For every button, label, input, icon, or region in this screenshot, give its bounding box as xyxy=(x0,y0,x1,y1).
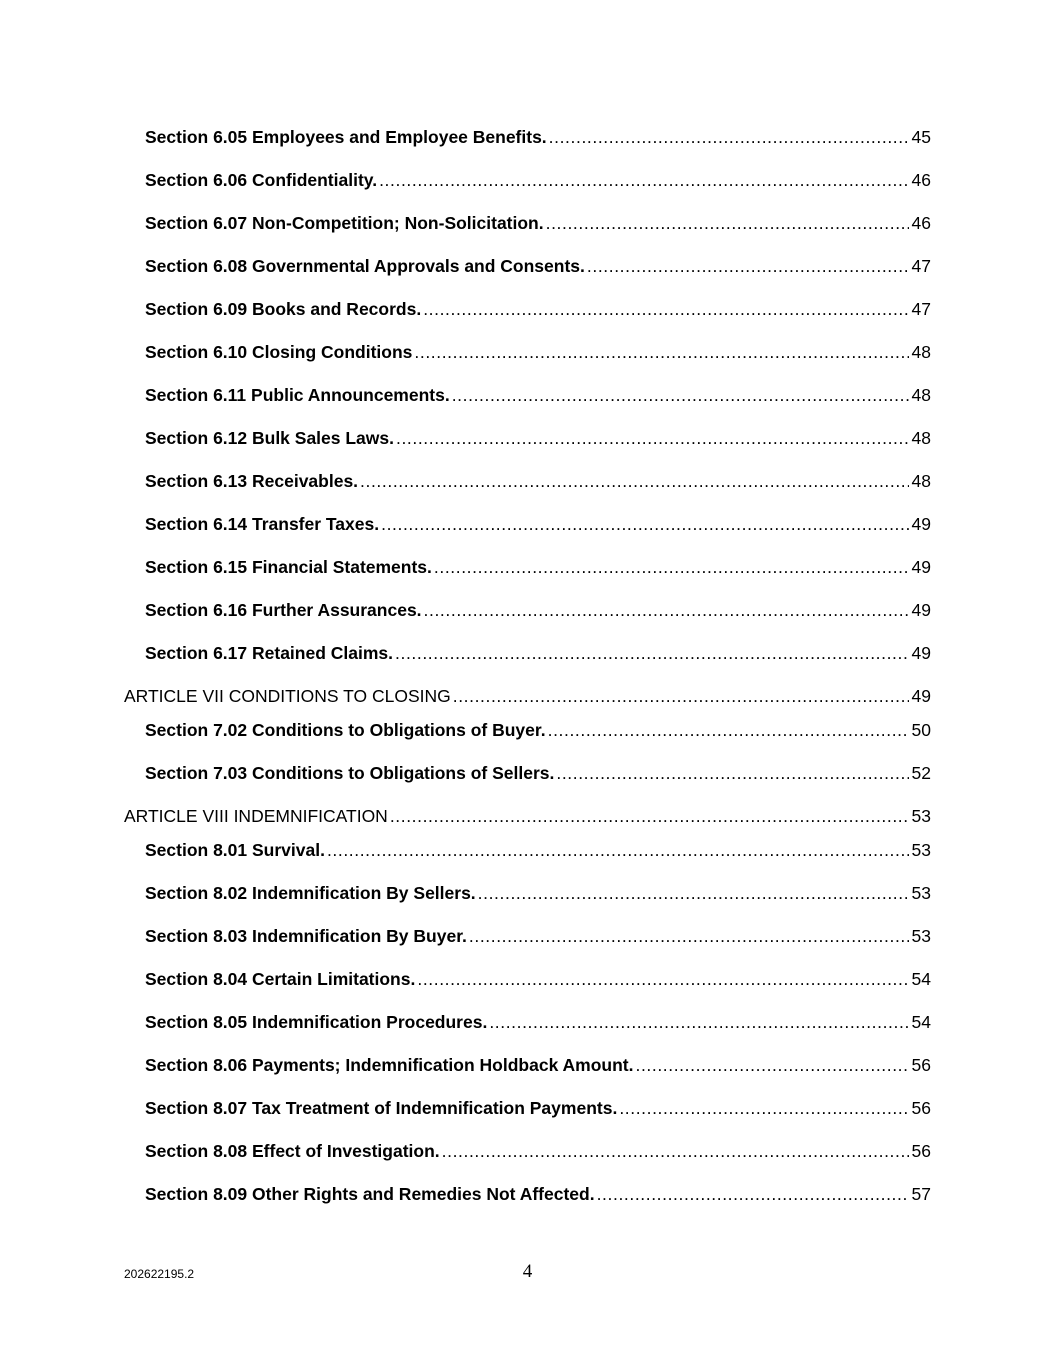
dot-leader xyxy=(452,384,909,406)
toc-entry-page: 47 xyxy=(911,299,931,319)
toc-entry[interactable] xyxy=(145,513,931,535)
toc-entry-title: Section 8.08 Effect of Investigation. xyxy=(145,1141,440,1161)
toc-entry-title: Section 6.07 Non-Competition; Non-Solicitation. xyxy=(145,213,544,233)
toc-entry[interactable] xyxy=(145,298,931,320)
toc-entry-title: Section 7.02 Conditions to Obligations of Buyer. xyxy=(145,720,546,740)
toc-entry-title: Section 6.09 Books and Records. xyxy=(145,299,422,319)
dot-leader xyxy=(478,882,909,904)
toc-entry-page: 57 xyxy=(911,1184,931,1204)
toc-entry-title: Section 8.09 Other Rights and Remedies Not Affected. xyxy=(145,1184,595,1204)
dot-leader xyxy=(423,298,908,320)
toc-entry-page: 53 xyxy=(911,883,931,903)
dot-leader xyxy=(442,1140,909,1162)
toc-entry[interactable] xyxy=(145,882,931,904)
dot-leader xyxy=(395,642,909,664)
dot-leader xyxy=(489,1011,908,1033)
dot-leader xyxy=(424,599,909,621)
toc-entry-page: 48 xyxy=(911,428,931,448)
toc-entry-title: Section 6.05 Employees and Employee Benefits. xyxy=(145,127,547,147)
dot-leader xyxy=(549,126,909,148)
dot-leader xyxy=(381,513,908,535)
dot-leader xyxy=(635,1054,908,1076)
dot-leader xyxy=(417,968,908,990)
toc-entry-page: 53 xyxy=(911,840,931,860)
toc-entry-title: Section 8.07 Tax Treatment of Indemnification Payments. xyxy=(145,1098,618,1118)
toc-entry[interactable] xyxy=(145,925,931,947)
toc-entry[interactable] xyxy=(145,642,931,664)
toc-entry-page: 54 xyxy=(911,969,931,989)
toc-entry-page: 48 xyxy=(911,385,931,405)
dot-leader xyxy=(453,685,909,707)
dot-leader xyxy=(597,1183,909,1205)
toc-entry[interactable] xyxy=(145,1054,931,1076)
toc-entry-page: 45 xyxy=(911,127,931,147)
toc-entry-page: 46 xyxy=(911,213,931,233)
toc-entry-title: Section 6.14 Transfer Taxes. xyxy=(145,514,380,534)
dot-leader xyxy=(390,805,909,827)
dot-leader xyxy=(548,719,909,741)
toc-entry-page: 52 xyxy=(911,763,931,783)
toc-entry[interactable] xyxy=(145,255,931,277)
toc-entry-title: Section 6.13 Receivables. xyxy=(145,471,359,491)
dot-leader xyxy=(414,341,908,363)
toc-entry-title: Section 8.05 Indemnification Procedures. xyxy=(145,1012,488,1032)
toc-article-entry[interactable] xyxy=(124,805,931,827)
dot-leader xyxy=(469,925,909,947)
toc-entry[interactable] xyxy=(145,839,931,861)
toc-entry-title: Section 8.06 Payments; Indemnification Holdback Amount. xyxy=(145,1055,634,1075)
toc-entry[interactable] xyxy=(145,1183,931,1205)
dot-leader xyxy=(396,427,909,449)
toc-entry[interactable] xyxy=(145,599,931,621)
toc-entry-page: 49 xyxy=(911,514,931,534)
dot-leader xyxy=(619,1097,908,1119)
toc-entry-title: Section 6.10 Closing Conditions xyxy=(145,342,413,362)
toc-entry[interactable] xyxy=(145,1140,931,1162)
toc-entry-page: 46 xyxy=(911,170,931,190)
toc-entry-title: Section 6.15 Financial Statements. xyxy=(145,557,432,577)
toc-entry[interactable] xyxy=(145,1011,931,1033)
dot-leader xyxy=(327,839,909,861)
toc-entry-title: ARTICLE VII CONDITIONS TO CLOSING xyxy=(124,686,451,706)
toc-entry[interactable] xyxy=(145,212,931,234)
toc-entry-page: 48 xyxy=(911,471,931,491)
toc-entry-page: 53 xyxy=(911,806,931,826)
toc-entry-title: Section 6.17 Retained Claims. xyxy=(145,643,394,663)
toc-entry-title: Section 6.06 Confidentiality. xyxy=(145,170,378,190)
toc-entry[interactable] xyxy=(145,719,931,741)
toc-entry-title: Section 6.11 Public Announcements. xyxy=(145,385,450,405)
toc-entry-page: 56 xyxy=(911,1055,931,1075)
toc-entry-page: 47 xyxy=(911,256,931,276)
toc-entry-title: Section 7.03 Conditions to Obligations of Sellers. xyxy=(145,763,555,783)
dot-leader xyxy=(546,212,909,234)
toc-entry[interactable] xyxy=(145,384,931,406)
page-number: 4 xyxy=(522,1261,533,1282)
toc-entry[interactable] xyxy=(145,968,931,990)
toc-entry-page: 49 xyxy=(911,557,931,577)
toc-entry-title: Section 8.04 Certain Limitations. xyxy=(145,969,416,989)
toc-entry[interactable] xyxy=(145,762,931,784)
toc-entry-page: 49 xyxy=(911,600,931,620)
toc-entry-title: Section 6.16 Further Assurances. xyxy=(145,600,422,620)
toc-entry[interactable] xyxy=(145,126,931,148)
toc-entry-page: 49 xyxy=(911,643,931,663)
toc-entry-title: Section 6.12 Bulk Sales Laws. xyxy=(145,428,394,448)
toc-entry-title: ARTICLE VIII INDEMNIFICATION xyxy=(124,806,388,826)
toc-entry-title: Section 8.02 Indemnification By Sellers. xyxy=(145,883,476,903)
toc-entry[interactable] xyxy=(145,427,931,449)
toc-entry-page: 56 xyxy=(911,1141,931,1161)
toc-article-entry[interactable] xyxy=(124,685,931,707)
toc-entry[interactable] xyxy=(145,341,931,363)
dot-leader xyxy=(587,255,909,277)
document-id: 202622195.2 xyxy=(124,1267,195,1281)
dot-leader xyxy=(556,762,908,784)
toc-entry-page: 48 xyxy=(911,342,931,362)
dot-leader xyxy=(434,556,909,578)
toc-entry-page: 50 xyxy=(911,720,931,740)
toc-entry-title: Section 8.01 Survival. xyxy=(145,840,325,860)
toc-entry-page: 54 xyxy=(911,1012,931,1032)
dot-leader xyxy=(360,470,908,492)
toc-entry-title: Section 6.08 Governmental Approvals and Consents. xyxy=(145,256,585,276)
toc-entry[interactable] xyxy=(145,169,931,191)
dot-leader xyxy=(379,169,908,191)
toc-entry-page: 49 xyxy=(911,686,931,706)
toc-entry[interactable] xyxy=(145,556,931,578)
toc-entry[interactable] xyxy=(145,1097,931,1119)
toc-entry[interactable] xyxy=(145,470,931,492)
toc-entry-page: 53 xyxy=(911,926,931,946)
toc-entry-title: Section 8.03 Indemnification By Buyer. xyxy=(145,926,467,946)
toc-entry-page: 56 xyxy=(911,1098,931,1118)
